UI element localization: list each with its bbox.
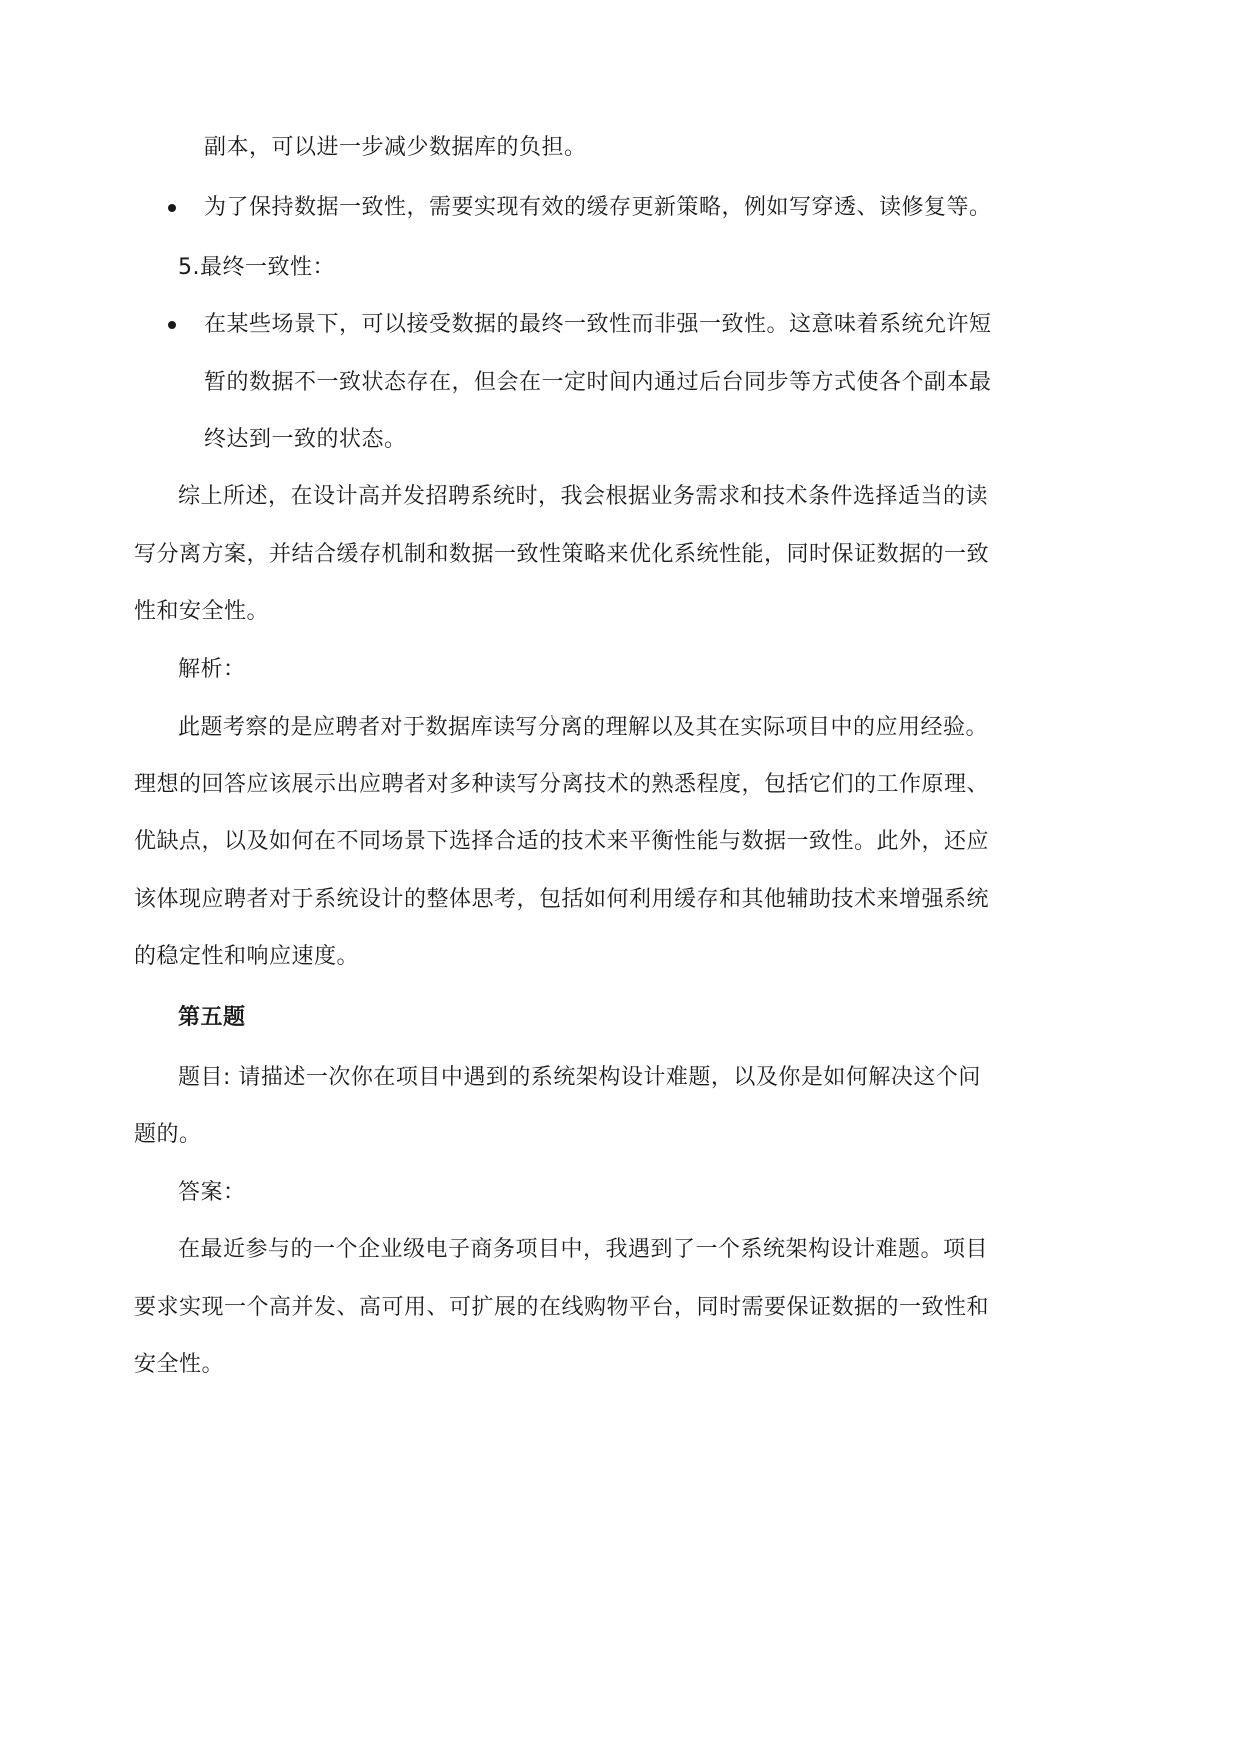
body-text-line: 安全性。 (134, 1352, 225, 1377)
question-heading: 第五题 (178, 1005, 246, 1030)
analysis-label: 解析： (178, 657, 246, 682)
body-text-line: 在最近参与的一个企业级电子商务项目中，我遇到了一个系统架构设计难题。项目 (178, 1237, 989, 1262)
bullet-icon (168, 321, 176, 329)
body-text-line: 该体现应聘者对于系统设计的整体思考，包括如何利用缓存和其他辅助技术来增强系统 (134, 887, 990, 912)
body-text-line: 的稳定性和响应速度。 (134, 944, 360, 969)
body-text-line: 写分离方案，并结合缓存机制和数据一致性策略来优化系统性能，同时保证数据的一致 (134, 542, 990, 567)
bullet-text-line: 在某些场景下，可以接受数据的最终一致性而非强一致性。这意味着系统允许短 (204, 312, 992, 337)
bullet-text-line: 暂的数据不一致状态存在，但会在一定时间内通过后台同步等方式使各个副本最 (204, 370, 992, 395)
body-text-line: 综上所述，在设计高并发招聘系统时，我会根据业务需求和技术条件选择适当的读 (178, 484, 989, 509)
answer-label: 答案： (178, 1180, 246, 1205)
body-text-line: 题目: 请描述一次你在项目中遇到的系统架构设计难题，以及你是如何解决这个问 (178, 1065, 981, 1090)
bullet-text-line: 为了保持数据一致性，需要实现有效的缓存更新策略，例如写穿透、读修复等。 (204, 195, 992, 220)
body-text-line: 副本，可以进一步减少数据库的负担。 (204, 135, 587, 160)
body-text-line: 理想的回答应该展示出应聘者对多种读写分离技术的熟悉程度，包括它们的工作原理、 (134, 772, 990, 797)
bullet-icon (168, 204, 176, 212)
body-text-line: 性和安全性。 (134, 599, 270, 624)
bullet-text-line: 终达到一致的状态。 (204, 427, 407, 452)
body-text-line: 题的。 (134, 1122, 202, 1147)
body-text-line: 要求实现一个高并发、高可用、可扩展的在线购物平台，同时需要保证数据的一致性和 (134, 1295, 990, 1320)
body-text-line: 优缺点，以及如何在不同场景下选择合适的技术来平衡性能与数据一致性。此外，还应 (134, 829, 990, 854)
body-text-line: 此题考察的是应聘者对于数据库读写分离的理解以及其在实际项目中的应用经验。 (178, 715, 989, 740)
section-heading: 5.最终一致性： (178, 255, 335, 280)
